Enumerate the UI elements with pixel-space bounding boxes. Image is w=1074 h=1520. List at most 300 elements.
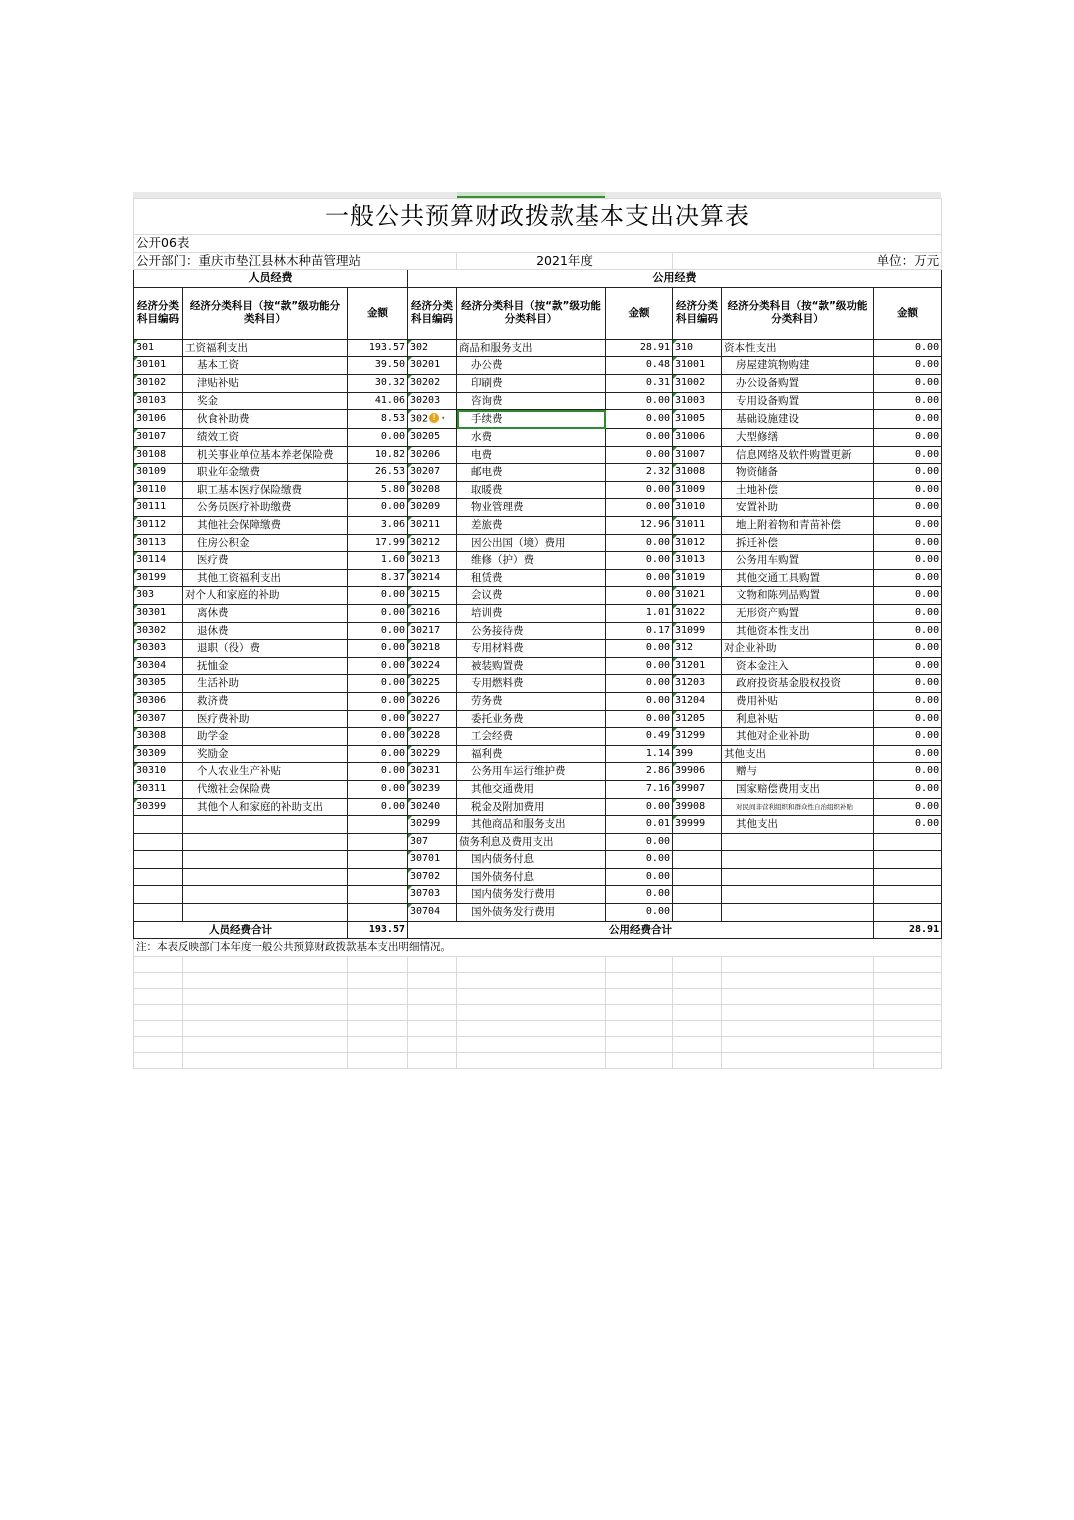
subject-cell[interactable]: 资本性支出 — [722, 339, 874, 357]
amount-cell[interactable]: 0.00 — [874, 339, 942, 357]
code-cell[interactable]: 30299 — [408, 816, 457, 834]
code-cell[interactable]: 30240 — [408, 798, 457, 816]
amount-cell[interactable]: 8.53 — [348, 410, 408, 429]
empty-cell[interactable] — [134, 1020, 183, 1036]
amount-cell[interactable]: 0.01 — [606, 816, 673, 834]
amount-cell[interactable]: 0.00 — [874, 481, 942, 499]
empty-cell[interactable] — [408, 1052, 457, 1068]
amount-cell[interactable]: 0.00 — [606, 657, 673, 675]
code-cell[interactable]: 31003 — [673, 392, 722, 410]
code-cell[interactable]: 302 — [408, 339, 457, 357]
subject-cell[interactable]: 咨询费 — [457, 392, 606, 410]
subject-cell[interactable]: 被装购置费 — [457, 657, 606, 675]
amount-cell[interactable]: 0.00 — [606, 499, 673, 517]
subject-cell[interactable] — [722, 851, 874, 869]
amount-cell[interactable]: 0.00 — [348, 763, 408, 781]
subject-cell[interactable] — [722, 904, 874, 922]
code-cell[interactable]: 30102 — [134, 374, 183, 392]
subject-cell[interactable]: 国内债务发行费用 — [457, 886, 606, 904]
empty-cell[interactable] — [134, 956, 183, 972]
empty-cell[interactable] — [606, 1020, 673, 1036]
subject-cell[interactable]: 个人农业生产补贴 — [183, 763, 348, 781]
code-cell[interactable]: 31021 — [673, 587, 722, 605]
empty-cell[interactable] — [606, 1036, 673, 1052]
amount-cell[interactable]: 0.00 — [874, 763, 942, 781]
subject-cell[interactable]: 奖金 — [183, 392, 348, 410]
subject-cell[interactable] — [183, 868, 348, 886]
code-cell[interactable]: 30107 — [134, 429, 183, 447]
code-cell[interactable]: 30227 — [408, 710, 457, 728]
subject-cell[interactable]: 国家赔偿费用支出 — [722, 780, 874, 798]
amount-cell[interactable] — [874, 886, 942, 904]
subject-cell[interactable]: 专用燃料费 — [457, 675, 606, 693]
amount-cell[interactable]: 0.00 — [606, 710, 673, 728]
subject-cell[interactable]: 无形资产购置 — [722, 604, 874, 622]
code-cell[interactable]: 30305 — [134, 675, 183, 693]
code-cell[interactable]: 31013 — [673, 552, 722, 570]
subject-cell[interactable]: 商品和服务支出 — [457, 339, 606, 357]
amount-cell[interactable]: 0.00 — [874, 745, 942, 763]
amount-cell[interactable]: 0.00 — [874, 640, 942, 658]
code-cell[interactable]: 30701 — [408, 851, 457, 869]
subject-cell[interactable]: 邮电费 — [457, 464, 606, 482]
amount-cell[interactable]: 2.86 — [606, 763, 673, 781]
code-cell[interactable]: 30304 — [134, 657, 183, 675]
subject-cell[interactable]: 代缴社会保险费 — [183, 780, 348, 798]
empty-cell[interactable] — [348, 956, 408, 972]
code-cell[interactable]: 30309 — [134, 745, 183, 763]
subject-cell[interactable]: 救济费 — [183, 692, 348, 710]
empty-cell[interactable] — [606, 1004, 673, 1020]
amount-cell[interactable]: 0.00 — [874, 552, 942, 570]
subject-cell[interactable]: 劳务费 — [457, 692, 606, 710]
subject-cell[interactable] — [183, 816, 348, 834]
empty-cell[interactable] — [722, 972, 874, 988]
subject-cell[interactable]: 政府投资基金股权投资 — [722, 675, 874, 693]
amount-cell[interactable]: 0.00 — [606, 587, 673, 605]
subject-cell[interactable]: 国外债务发行费用 — [457, 904, 606, 922]
subject-cell[interactable]: 安置补助 — [722, 499, 874, 517]
code-cell[interactable]: 30301 — [134, 604, 183, 622]
amount-cell[interactable]: 0.00 — [874, 357, 942, 375]
code-cell[interactable]: 30303 — [134, 640, 183, 658]
subject-cell[interactable]: 印刷费 — [457, 374, 606, 392]
warning-icon[interactable]: ! — [429, 413, 439, 423]
code-cell[interactable] — [134, 851, 183, 869]
amount-cell[interactable]: 0.00 — [606, 534, 673, 552]
code-cell[interactable]: 30218 — [408, 640, 457, 658]
amount-cell[interactable]: 28.91 — [606, 339, 673, 357]
code-cell[interactable]: 30113 — [134, 534, 183, 552]
code-cell[interactable]: 30213 — [408, 552, 457, 570]
subject-cell[interactable]: 其他社会保障缴费 — [183, 517, 348, 535]
amount-cell[interactable]: 0.00 — [348, 604, 408, 622]
code-cell[interactable]: 30308 — [134, 728, 183, 746]
code-cell[interactable]: 303 — [134, 587, 183, 605]
code-cell[interactable]: 30228 — [408, 728, 457, 746]
empty-cell[interactable] — [134, 1004, 183, 1020]
subject-cell[interactable]: 差旅费 — [457, 517, 606, 535]
amount-cell[interactable]: 10.82 — [348, 446, 408, 464]
subject-cell[interactable]: 国内债务付息 — [457, 851, 606, 869]
subject-cell[interactable]: 专用材料费 — [457, 640, 606, 658]
empty-cell[interactable] — [348, 988, 408, 1004]
amount-cell[interactable]: 0.00 — [348, 745, 408, 763]
amount-cell[interactable] — [348, 868, 408, 886]
subject-cell[interactable]: 手续费 — [457, 410, 606, 429]
empty-cell[interactable] — [722, 988, 874, 1004]
subject-cell[interactable]: 拆迁补偿 — [722, 534, 874, 552]
amount-cell[interactable] — [348, 816, 408, 834]
subject-cell[interactable] — [722, 833, 874, 851]
empty-cell[interactable] — [673, 1052, 722, 1068]
code-cell[interactable]: 30211 — [408, 517, 457, 535]
subject-cell[interactable]: 其他对企业补助 — [722, 728, 874, 746]
subject-cell[interactable]: 取暖费 — [457, 481, 606, 499]
amount-cell[interactable]: 0.00 — [348, 780, 408, 798]
subject-cell[interactable]: 因公出国（境）费用 — [457, 534, 606, 552]
amount-cell[interactable] — [874, 868, 942, 886]
empty-cell[interactable] — [673, 1036, 722, 1052]
amount-cell[interactable]: 0.00 — [348, 622, 408, 640]
empty-cell[interactable] — [673, 1004, 722, 1020]
code-cell[interactable] — [673, 833, 722, 851]
amount-cell[interactable]: 0.00 — [874, 410, 942, 429]
code-cell[interactable]: 30111 — [134, 499, 183, 517]
subject-cell[interactable]: 对民间非营利组织和群众性自治组织补贴 — [722, 798, 874, 816]
amount-cell[interactable]: 0.00 — [874, 464, 942, 482]
amount-cell[interactable] — [348, 833, 408, 851]
code-cell[interactable]: 31022 — [673, 604, 722, 622]
amount-cell[interactable] — [348, 904, 408, 922]
empty-cell[interactable] — [722, 1052, 874, 1068]
amount-cell[interactable]: 0.00 — [606, 904, 673, 922]
amount-cell[interactable]: 12.96 — [606, 517, 673, 535]
subject-cell[interactable]: 大型修缮 — [722, 429, 874, 447]
code-cell[interactable]: 30231 — [408, 763, 457, 781]
amount-cell[interactable] — [874, 833, 942, 851]
code-cell[interactable]: 30307 — [134, 710, 183, 728]
subject-cell[interactable]: 退职（役）费 — [183, 640, 348, 658]
empty-cell[interactable] — [348, 1004, 408, 1020]
subject-cell[interactable]: 其他资本性支出 — [722, 622, 874, 640]
subject-cell[interactable]: 对企业补助 — [722, 640, 874, 658]
amount-cell[interactable]: 0.00 — [874, 604, 942, 622]
code-cell[interactable]: 30106 — [134, 410, 183, 429]
code-cell[interactable]: 301 — [134, 339, 183, 357]
subject-cell[interactable]: 其他工资福利支出 — [183, 569, 348, 587]
empty-cell[interactable] — [348, 972, 408, 988]
amount-cell[interactable]: 1.60 — [348, 552, 408, 570]
amount-cell[interactable]: 0.00 — [606, 410, 673, 429]
amount-cell[interactable]: 0.00 — [348, 728, 408, 746]
subject-cell[interactable]: 委托业务费 — [457, 710, 606, 728]
amount-cell[interactable]: 0.00 — [874, 780, 942, 798]
code-cell[interactable]: 31099 — [673, 622, 722, 640]
code-cell[interactable]: 30108 — [134, 446, 183, 464]
amount-cell[interactable]: 3.06 — [348, 517, 408, 535]
subject-cell[interactable]: 培训费 — [457, 604, 606, 622]
code-cell[interactable]: 30302 — [134, 622, 183, 640]
subject-cell[interactable]: 医疗费补助 — [183, 710, 348, 728]
amount-cell[interactable] — [874, 904, 942, 922]
amount-cell[interactable]: 0.00 — [874, 392, 942, 410]
code-cell[interactable]: 30704 — [408, 904, 457, 922]
subject-cell[interactable] — [722, 886, 874, 904]
code-cell[interactable]: 30229 — [408, 745, 457, 763]
subject-cell[interactable] — [183, 886, 348, 904]
empty-cell[interactable] — [183, 1020, 348, 1036]
code-cell[interactable]: 31011 — [673, 517, 722, 535]
empty-cell[interactable] — [673, 988, 722, 1004]
code-cell[interactable]: 31008 — [673, 464, 722, 482]
empty-cell[interactable] — [408, 1004, 457, 1020]
subject-cell[interactable]: 职工基本医疗保险缴费 — [183, 481, 348, 499]
code-cell[interactable]: 30109 — [134, 464, 183, 482]
amount-cell[interactable]: 0.00 — [606, 886, 673, 904]
empty-cell[interactable] — [408, 1020, 457, 1036]
amount-cell[interactable]: 0.48 — [606, 357, 673, 375]
code-cell[interactable]: 30226 — [408, 692, 457, 710]
empty-cell[interactable] — [722, 1020, 874, 1036]
code-cell[interactable]: 310 — [673, 339, 722, 357]
amount-cell[interactable]: 0.49 — [606, 728, 673, 746]
subject-cell[interactable]: 税金及附加费用 — [457, 798, 606, 816]
amount-cell[interactable]: 0.00 — [606, 675, 673, 693]
subject-cell[interactable]: 其他个人和家庭的补助支出 — [183, 798, 348, 816]
code-cell[interactable]: 30217 — [408, 622, 457, 640]
empty-cell[interactable] — [874, 972, 942, 988]
code-cell[interactable]: 30215 — [408, 587, 457, 605]
amount-cell[interactable]: 0.00 — [348, 692, 408, 710]
amount-cell[interactable]: 5.80 — [348, 481, 408, 499]
empty-cell[interactable] — [722, 956, 874, 972]
subject-cell[interactable]: 费用补贴 — [722, 692, 874, 710]
amount-cell[interactable]: 0.00 — [606, 569, 673, 587]
empty-cell[interactable] — [874, 988, 942, 1004]
code-cell[interactable]: 31009 — [673, 481, 722, 499]
code-cell[interactable]: 31201 — [673, 657, 722, 675]
subject-cell[interactable]: 电费 — [457, 446, 606, 464]
subject-cell[interactable]: 文物和陈列品购置 — [722, 587, 874, 605]
amount-cell[interactable]: 0.31 — [606, 374, 673, 392]
empty-cell[interactable] — [457, 1020, 606, 1036]
empty-cell[interactable] — [606, 1052, 673, 1068]
empty-cell[interactable] — [874, 956, 942, 972]
amount-cell[interactable]: 0.00 — [606, 851, 673, 869]
empty-cell[interactable] — [457, 988, 606, 1004]
amount-cell[interactable]: 0.00 — [874, 816, 942, 834]
subject-cell[interactable]: 其他商品和服务支出 — [457, 816, 606, 834]
code-cell[interactable]: 30209 — [408, 499, 457, 517]
code-cell[interactable]: 312 — [673, 640, 722, 658]
empty-cell[interactable] — [874, 1052, 942, 1068]
code-cell[interactable]: 30206 — [408, 446, 457, 464]
subject-cell[interactable]: 其他交通费用 — [457, 780, 606, 798]
empty-cell[interactable] — [673, 956, 722, 972]
code-cell[interactable]: 30310 — [134, 763, 183, 781]
code-cell[interactable]: 30110 — [134, 481, 183, 499]
code-cell[interactable]: 30101 — [134, 357, 183, 375]
code-cell[interactable]: 31204 — [673, 692, 722, 710]
code-cell[interactable] — [134, 816, 183, 834]
empty-cell[interactable] — [673, 1020, 722, 1036]
empty-cell[interactable] — [348, 1036, 408, 1052]
empty-cell[interactable] — [183, 988, 348, 1004]
amount-cell[interactable]: 0.00 — [874, 798, 942, 816]
amount-cell[interactable]: 0.00 — [348, 499, 408, 517]
empty-cell[interactable] — [134, 1052, 183, 1068]
amount-cell[interactable]: 26.53 — [348, 464, 408, 482]
subject-cell[interactable]: 工资福利支出 — [183, 339, 348, 357]
subject-cell[interactable] — [722, 868, 874, 886]
amount-cell[interactable]: 0.00 — [606, 692, 673, 710]
subject-cell[interactable]: 绩效工资 — [183, 429, 348, 447]
code-cell[interactable]: 31006 — [673, 429, 722, 447]
subject-cell[interactable]: 水费 — [457, 429, 606, 447]
subject-cell[interactable]: 债务利息及费用支出 — [457, 833, 606, 851]
empty-cell[interactable] — [183, 956, 348, 972]
empty-cell[interactable] — [457, 1004, 606, 1020]
code-cell[interactable]: 31019 — [673, 569, 722, 587]
amount-cell[interactable]: 0.00 — [606, 833, 673, 851]
empty-cell[interactable] — [457, 972, 606, 988]
code-cell[interactable]: 30212 — [408, 534, 457, 552]
code-cell[interactable]: 30199 — [134, 569, 183, 587]
code-cell[interactable] — [673, 851, 722, 869]
code-cell[interactable]: 31001 — [673, 357, 722, 375]
empty-cell[interactable] — [874, 1036, 942, 1052]
empty-cell[interactable] — [134, 972, 183, 988]
subject-cell[interactable]: 福利费 — [457, 745, 606, 763]
code-cell[interactable]: 31299 — [673, 728, 722, 746]
subject-cell[interactable]: 办公费 — [457, 357, 606, 375]
subject-cell[interactable]: 其他交通工具购置 — [722, 569, 874, 587]
empty-cell[interactable] — [606, 956, 673, 972]
code-cell[interactable]: 31012 — [673, 534, 722, 552]
code-cell[interactable]: 30208 — [408, 481, 457, 499]
empty-cell[interactable] — [348, 1052, 408, 1068]
amount-cell[interactable]: 0.00 — [874, 587, 942, 605]
amount-cell[interactable]: 0.00 — [606, 868, 673, 886]
code-cell[interactable]: 30703 — [408, 886, 457, 904]
subject-cell[interactable] — [183, 833, 348, 851]
subject-cell[interactable]: 工会经费 — [457, 728, 606, 746]
subject-cell[interactable]: 医疗费 — [183, 552, 348, 570]
subject-cell[interactable]: 津贴补贴 — [183, 374, 348, 392]
subject-cell[interactable]: 公务员医疗补助缴费 — [183, 499, 348, 517]
code-cell[interactable]: 31203 — [673, 675, 722, 693]
subject-cell[interactable]: 地上附着物和青苗补偿 — [722, 517, 874, 535]
empty-cell[interactable] — [722, 1004, 874, 1020]
code-cell[interactable]: 30311 — [134, 780, 183, 798]
code-cell[interactable]: 30399 — [134, 798, 183, 816]
subject-cell[interactable]: 退休费 — [183, 622, 348, 640]
subject-cell[interactable]: 生活补助 — [183, 675, 348, 693]
code-cell[interactable]: 30224 — [408, 657, 457, 675]
code-cell[interactable] — [134, 833, 183, 851]
empty-cell[interactable] — [348, 1020, 408, 1036]
amount-cell[interactable]: 30.32 — [348, 374, 408, 392]
subject-cell[interactable]: 信息网络及软件购置更新 — [722, 446, 874, 464]
amount-cell[interactable]: 0.00 — [348, 675, 408, 693]
empty-cell[interactable] — [408, 956, 457, 972]
amount-cell[interactable]: 0.17 — [606, 622, 673, 640]
amount-cell[interactable]: 0.00 — [874, 534, 942, 552]
subject-cell[interactable]: 机关事业单位基本养老保险费 — [183, 446, 348, 464]
empty-cell[interactable] — [408, 1036, 457, 1052]
code-cell[interactable]: 30214 — [408, 569, 457, 587]
code-cell[interactable]: 399 — [673, 745, 722, 763]
code-cell[interactable]: 30216 — [408, 604, 457, 622]
amount-cell[interactable]: 41.06 — [348, 392, 408, 410]
amount-cell[interactable]: 0.00 — [348, 798, 408, 816]
code-cell[interactable]: 31002 — [673, 374, 722, 392]
empty-cell[interactable] — [408, 988, 457, 1004]
amount-cell[interactable]: 0.00 — [348, 587, 408, 605]
code-cell[interactable] — [673, 886, 722, 904]
empty-cell[interactable] — [874, 1004, 942, 1020]
amount-cell[interactable]: 0.00 — [348, 657, 408, 675]
subject-cell[interactable]: 维修（护）费 — [457, 552, 606, 570]
subject-cell[interactable]: 物资储备 — [722, 464, 874, 482]
subject-cell[interactable]: 专用设备购置 — [722, 392, 874, 410]
empty-cell[interactable] — [457, 956, 606, 972]
amount-cell[interactable]: 0.00 — [874, 728, 942, 746]
code-cell[interactable]: 39999 — [673, 816, 722, 834]
empty-cell[interactable] — [408, 972, 457, 988]
amount-cell[interactable]: 8.37 — [348, 569, 408, 587]
amount-cell[interactable]: 0.00 — [606, 481, 673, 499]
subject-cell[interactable]: 助学金 — [183, 728, 348, 746]
amount-cell[interactable]: 0.00 — [874, 569, 942, 587]
amount-cell[interactable]: 0.00 — [606, 798, 673, 816]
subject-cell[interactable]: 会议费 — [457, 587, 606, 605]
empty-cell[interactable] — [606, 972, 673, 988]
code-cell[interactable] — [673, 868, 722, 886]
amount-cell[interactable]: 0.00 — [874, 517, 942, 535]
subject-cell[interactable]: 伙食补助费 — [183, 410, 348, 429]
code-cell[interactable]: 30702 — [408, 868, 457, 886]
subject-cell[interactable]: 公务用车购置 — [722, 552, 874, 570]
empty-cell[interactable] — [673, 972, 722, 988]
empty-cell[interactable] — [183, 1052, 348, 1068]
amount-cell[interactable]: 1.14 — [606, 745, 673, 763]
subject-cell[interactable]: 职业年金缴费 — [183, 464, 348, 482]
code-cell[interactable]: 31005 — [673, 410, 722, 429]
empty-cell[interactable] — [134, 1036, 183, 1052]
code-cell[interactable]: 39908 — [673, 798, 722, 816]
amount-cell[interactable]: 0.00 — [874, 622, 942, 640]
amount-cell[interactable]: 0.00 — [874, 710, 942, 728]
amount-cell[interactable]: 0.00 — [874, 657, 942, 675]
code-cell[interactable] — [134, 904, 183, 922]
empty-cell[interactable] — [722, 1036, 874, 1052]
empty-cell[interactable] — [183, 972, 348, 988]
subject-cell[interactable]: 对个人和家庭的补助 — [183, 587, 348, 605]
code-cell[interactable]: 307 — [408, 833, 457, 851]
code-cell[interactable]: 30205 — [408, 429, 457, 447]
amount-cell[interactable] — [348, 851, 408, 869]
amount-cell[interactable]: 193.57 — [348, 339, 408, 357]
subject-cell[interactable] — [183, 851, 348, 869]
empty-cell[interactable] — [134, 988, 183, 1004]
empty-cell[interactable] — [457, 1036, 606, 1052]
subject-cell[interactable]: 租赁费 — [457, 569, 606, 587]
code-cell[interactable]: 30306 — [134, 692, 183, 710]
subject-cell[interactable]: 公务用车运行维护费 — [457, 763, 606, 781]
amount-cell[interactable]: 0.00 — [874, 446, 942, 464]
